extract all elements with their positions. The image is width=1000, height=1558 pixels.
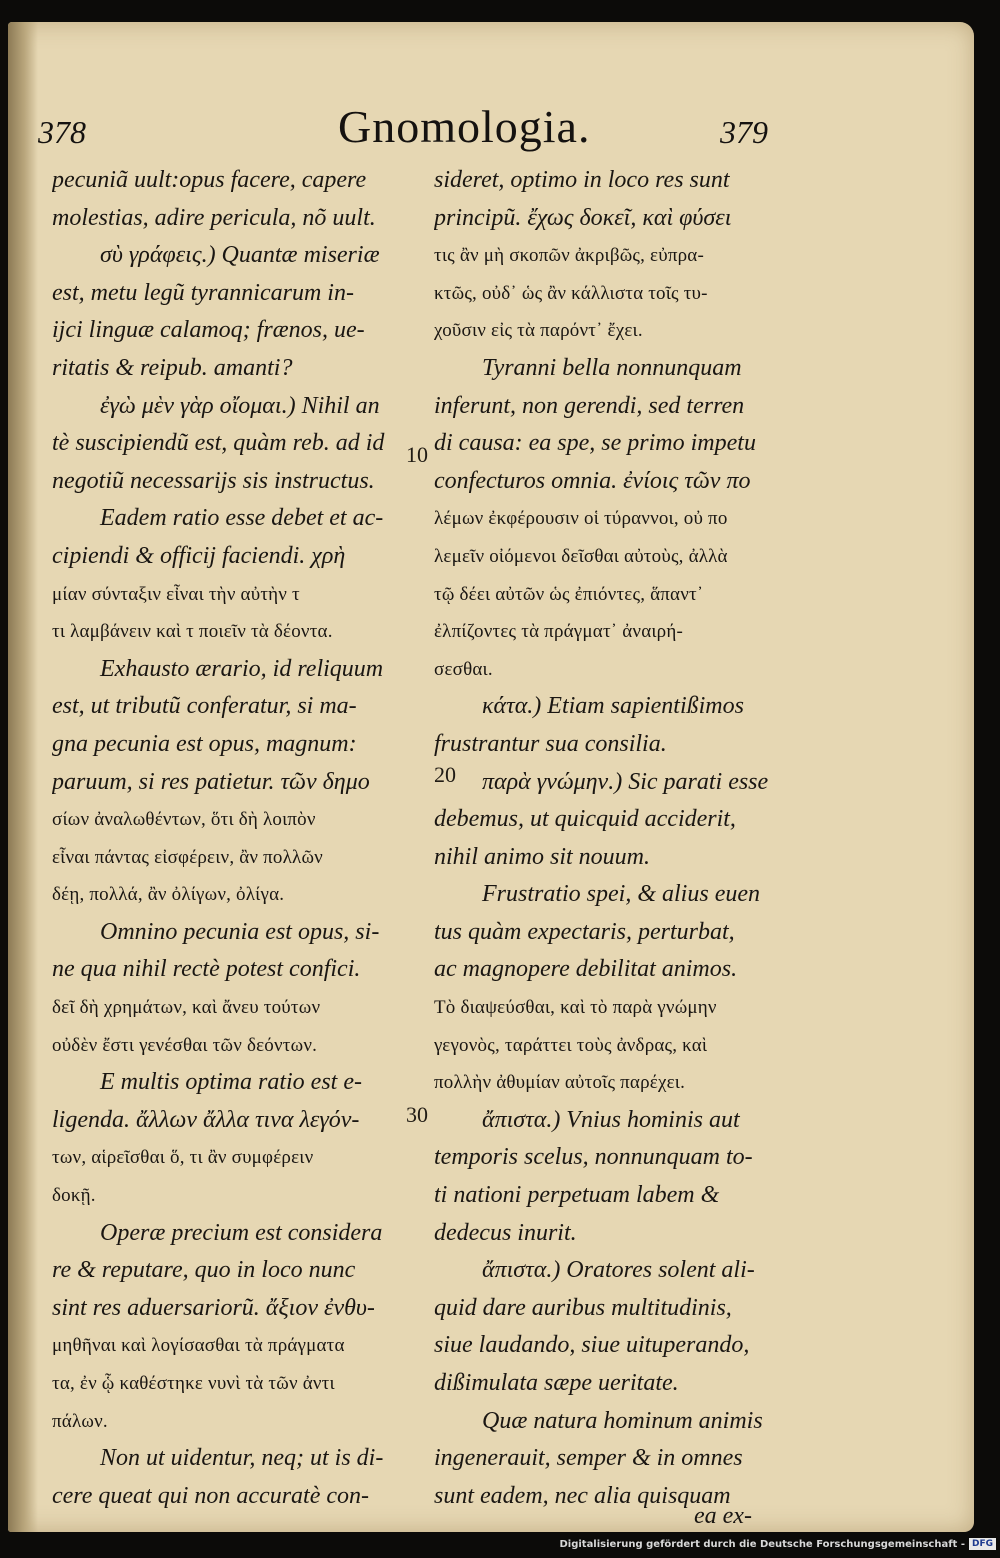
dfg-logo-icon: DFG	[969, 1538, 996, 1550]
page-number-right: 379	[720, 114, 768, 150]
text-line: est, metu legũ tyrannicarum in-	[52, 279, 354, 306]
line-number-20: 20	[434, 762, 456, 787]
text-line: κάτα.) Etiam sapientißimos	[482, 693, 744, 720]
right-column	[434, 162, 774, 1515]
text-line: τα, ἐν ᾧ καθέστηκε νυνὶ τὰ τῶν ἀντι	[52, 1373, 335, 1394]
catchword: ea ex-	[694, 1503, 752, 1529]
text-line: πολλὴν ἀθυμίαν αὐτοῖς παρέχει.	[434, 1072, 686, 1094]
text-line: δέῃ, πολλά, ἂν ὀλίγων, ὀλίγα.	[52, 884, 285, 906]
text-line: Eadem ratio esse debet et ac-	[100, 505, 384, 532]
book-page	[8, 22, 974, 1532]
text-line: ne qua nihil rectè potest confici.	[52, 956, 361, 983]
text-line: ingenerauit, semper & in omnes	[434, 1445, 743, 1472]
text-line: τι λαμβάνειν καὶ τ ποιεῖν τὰ δέοντα.	[52, 621, 333, 643]
text-line: ἄπιστα.) Oratores solent ali-	[482, 1257, 755, 1284]
text-line: nihil animo sit nouum.	[434, 843, 651, 870]
text-line: Exhausto ærario, id reliquum	[100, 655, 384, 682]
text-line: κτῶς, οὐδ᾽ ὡς ἂν κάλλιστα τοῖς τυ-	[434, 282, 708, 304]
text-line: molestias, adire pericula, nõ uult.	[52, 204, 376, 231]
text-line: temporis scelus, nonnunquam to-	[434, 1144, 753, 1171]
text-line: quid dare auribus multitudinis,	[434, 1294, 732, 1321]
text-line: τις ἂν μὴ σκοπῶν ἀκριβῶς, εὐπρα-	[434, 245, 704, 267]
text-line: confecturos omnia. ἐνίοις τῶν πο	[434, 467, 751, 494]
page-header	[30, 100, 790, 168]
text-line: χοῦσιν εἰς τὰ παρόντ᾽ ἔχει.	[434, 320, 643, 342]
text-line: δεῖ δὴ χρημάτων, καὶ ἄνευ τούτων	[52, 997, 321, 1019]
text-line: gna pecunia est opus, magnum:	[52, 730, 357, 757]
text-line: πάλων.	[52, 1410, 108, 1432]
text-line: Τὸ διαψεύσθαι, καὶ τὸ παρὰ γνώμην	[434, 997, 717, 1019]
text-line: Non ut uidentur, neq; ut is di-	[100, 1445, 384, 1472]
text-line: tè suscipiendũ est, quàm reb. ad id	[52, 430, 385, 457]
text-line: dißimulata sæpe ueritate.	[434, 1370, 679, 1396]
text-line: siue laudando, siue uituperando,	[434, 1332, 750, 1359]
line-number-30: 30	[406, 1102, 428, 1127]
line-number-10: 10	[406, 442, 428, 467]
text-line: δοκῇ.	[52, 1185, 96, 1207]
text-line: frustrantur sua consilia.	[434, 730, 667, 757]
text-line: pecuniã uult:opus facere, capere	[52, 167, 367, 193]
text-line: των, αἱρεῖσθαι ὅ, τι ἂν συμφέρειν	[52, 1147, 314, 1169]
text-line: debemus, ut quicquid acciderit,	[434, 806, 736, 833]
text-line: παρὰ γνώμην.) Sic parati esse	[482, 768, 769, 795]
text-line: sint res aduersariorũ. ἄξιον ἐνθυ-	[52, 1294, 375, 1321]
text-line: ac magnopere debilitat animos.	[434, 956, 738, 983]
text-line: sunt eadem, nec alia quisquam	[434, 1482, 731, 1509]
text-line: Quæ natura hominum animis	[482, 1407, 763, 1434]
text-line: principũ. ἔχως δοκεῖ, καὶ φύσει	[434, 204, 732, 231]
text-line: σίων ἀναλωθέντων, ὅτι δὴ λοιπὸν	[52, 809, 316, 831]
text-line: re & reputare, quo in loco nunc	[52, 1257, 356, 1284]
text-line: ligenda. ἄλλων ἄλλα τινα λεγόν-	[52, 1106, 360, 1133]
text-line: γεγονὸς, ταράττει τοὺς ἀνδρας, καὶ	[434, 1034, 708, 1056]
text-line: λέμων ἐκφέρουσιν οἱ τύραννοι, οὐ πο	[434, 508, 728, 530]
text-line: dedecus inurit.	[434, 1219, 577, 1246]
text-line: negotiũ necessarijs sis instructus.	[52, 467, 375, 494]
text-line: σεσθαι.	[434, 658, 493, 680]
text-line: ijci linguæ calamoq; frænos, ue-	[52, 317, 365, 344]
text-line: di causa: ea spe, se primo impetu	[434, 430, 756, 457]
text-line: Operæ precium est considera	[100, 1219, 383, 1246]
text-line: οὐδὲν ἔστι γενέσθαι τῶν δεόντων.	[52, 1034, 318, 1056]
text-line: ti nationi perpetuam labem &	[434, 1182, 720, 1209]
text-line: Frustratio spei, & alius euen	[482, 881, 760, 908]
text-line: ἄπιστα.) Vnius hominis aut	[482, 1106, 740, 1133]
text-line: ἐγὼ μὲν γὰρ οἴομαι.) Nihil an	[100, 392, 380, 419]
text-line: Omnino pecunia est opus, si-	[100, 918, 380, 945]
footer-text: Digitalisierung gefördert durch die Deutsche Forschungsgemeinschaft -	[559, 1538, 965, 1550]
text-line: Tyranni bella nonnunquam	[482, 354, 742, 381]
text-line: μηθῆναι καὶ λογίσασθαι τὰ πράγματα	[52, 1335, 345, 1357]
text-line: εἶναι πάντας εἰσφέρειν, ἂν πολλῶν	[52, 846, 323, 868]
text-line: tus quàm expectaris, perturbat,	[434, 918, 735, 945]
text-line: paruum, si res patietur. τῶν δημο	[52, 768, 370, 795]
text-line: est, ut tributũ conferatur, si ma-	[52, 693, 357, 720]
text-line: ἐλπίζοντες τὰ πράγματ᾽ ἀναιρή-	[434, 621, 684, 643]
text-line: μίαν σύνταξιν εἶναι τὴν αὐτὴν τ	[52, 583, 300, 605]
page-number-left: 378	[38, 114, 86, 150]
text-line: E multis optima ratio est e-	[100, 1069, 362, 1096]
text-line: ritatis & reipub. amanti?	[52, 354, 293, 381]
text-line: cere queat qui non accuratè con-	[52, 1482, 370, 1509]
left-column	[52, 162, 417, 1515]
text-line: inferunt, non gerendi, sed terren	[434, 392, 745, 419]
running-title: Gnomologia.	[338, 101, 591, 152]
text-line: λεμεῖν οἰόμενοι δεῖσθαι αὐτοὺς, ἀλλὰ	[434, 545, 728, 567]
page-gutter	[8, 22, 38, 1532]
text-line: sideret, optimo in loco res sunt	[434, 167, 730, 193]
digitization-footer	[559, 1538, 996, 1550]
text-line: τῷ δέει αὐτῶν ὡς ἐπιόντες, ἅπαντ᾽	[434, 583, 704, 605]
text-line: σὺ γράφεις.) Quantæ miseriæ	[100, 242, 380, 269]
text-line: cipiendi & officij faciendi. χρὴ	[52, 542, 346, 569]
